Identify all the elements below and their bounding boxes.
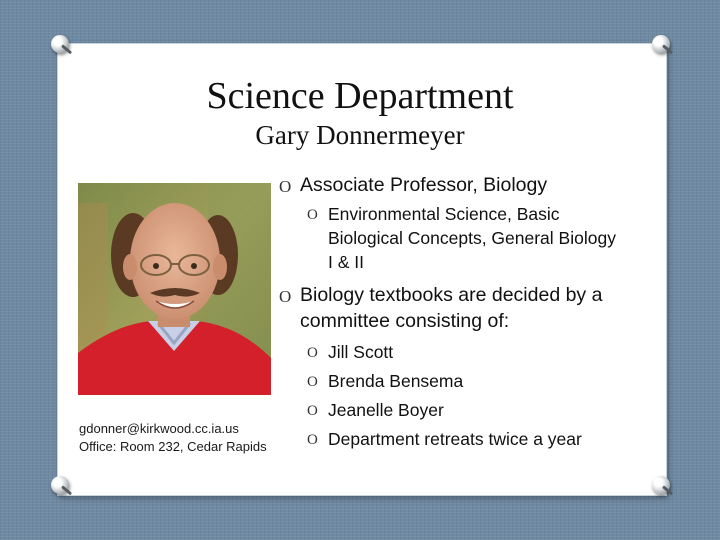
- sub-bullet-item: [279, 398, 619, 422]
- sub-bullet-item: [279, 202, 619, 274]
- pushpin-icon: [51, 476, 69, 494]
- bullet-text: Department retreats twice a year: [328, 429, 582, 449]
- bullet-list: [279, 172, 619, 451]
- bullet-item: [279, 172, 619, 198]
- bullet-marker-icon: O: [307, 374, 318, 390]
- bullet-marker-icon: O: [279, 177, 292, 196]
- bullet-text: Biology textbooks are decided by a committee consisting of:: [300, 284, 603, 332]
- bullet-marker-icon: O: [307, 432, 318, 448]
- pushpin-icon: [652, 476, 670, 494]
- bullet-marker-icon: O: [279, 287, 292, 306]
- bullet-text: Jill Scott: [328, 342, 394, 362]
- bullet-text: Environmental Science, Basic Biological Concepts, General Biology I & II: [328, 204, 616, 272]
- bullet-text: Associate Professor, Biology: [300, 174, 548, 196]
- slide-subtitle: Gary Donnermeyer: [255, 120, 465, 150]
- contact-office: Office: Room 232, Cedar Rapids: [79, 439, 267, 454]
- contact-info: [79, 420, 269, 456]
- bullet-item: [279, 282, 619, 334]
- pushpin-icon: [51, 35, 69, 53]
- slide-title: Science Department: [206, 75, 514, 117]
- sub-bullet-item: [279, 427, 593, 451]
- sub-bullet-item: [279, 369, 619, 393]
- pushpin-icon: [652, 35, 670, 53]
- sub-bullet-item: [279, 340, 619, 364]
- contact-email: gdonner@kirkwood.cc.ia.us: [79, 421, 239, 436]
- bullet-text: Jeanelle Boyer: [328, 400, 444, 420]
- bullet-text: Brenda Bensema: [328, 371, 464, 391]
- bullet-marker-icon: O: [307, 403, 318, 419]
- portrait-photo: [78, 183, 271, 395]
- bullet-marker-icon: O: [307, 345, 318, 361]
- bullet-marker-icon: O: [307, 207, 318, 223]
